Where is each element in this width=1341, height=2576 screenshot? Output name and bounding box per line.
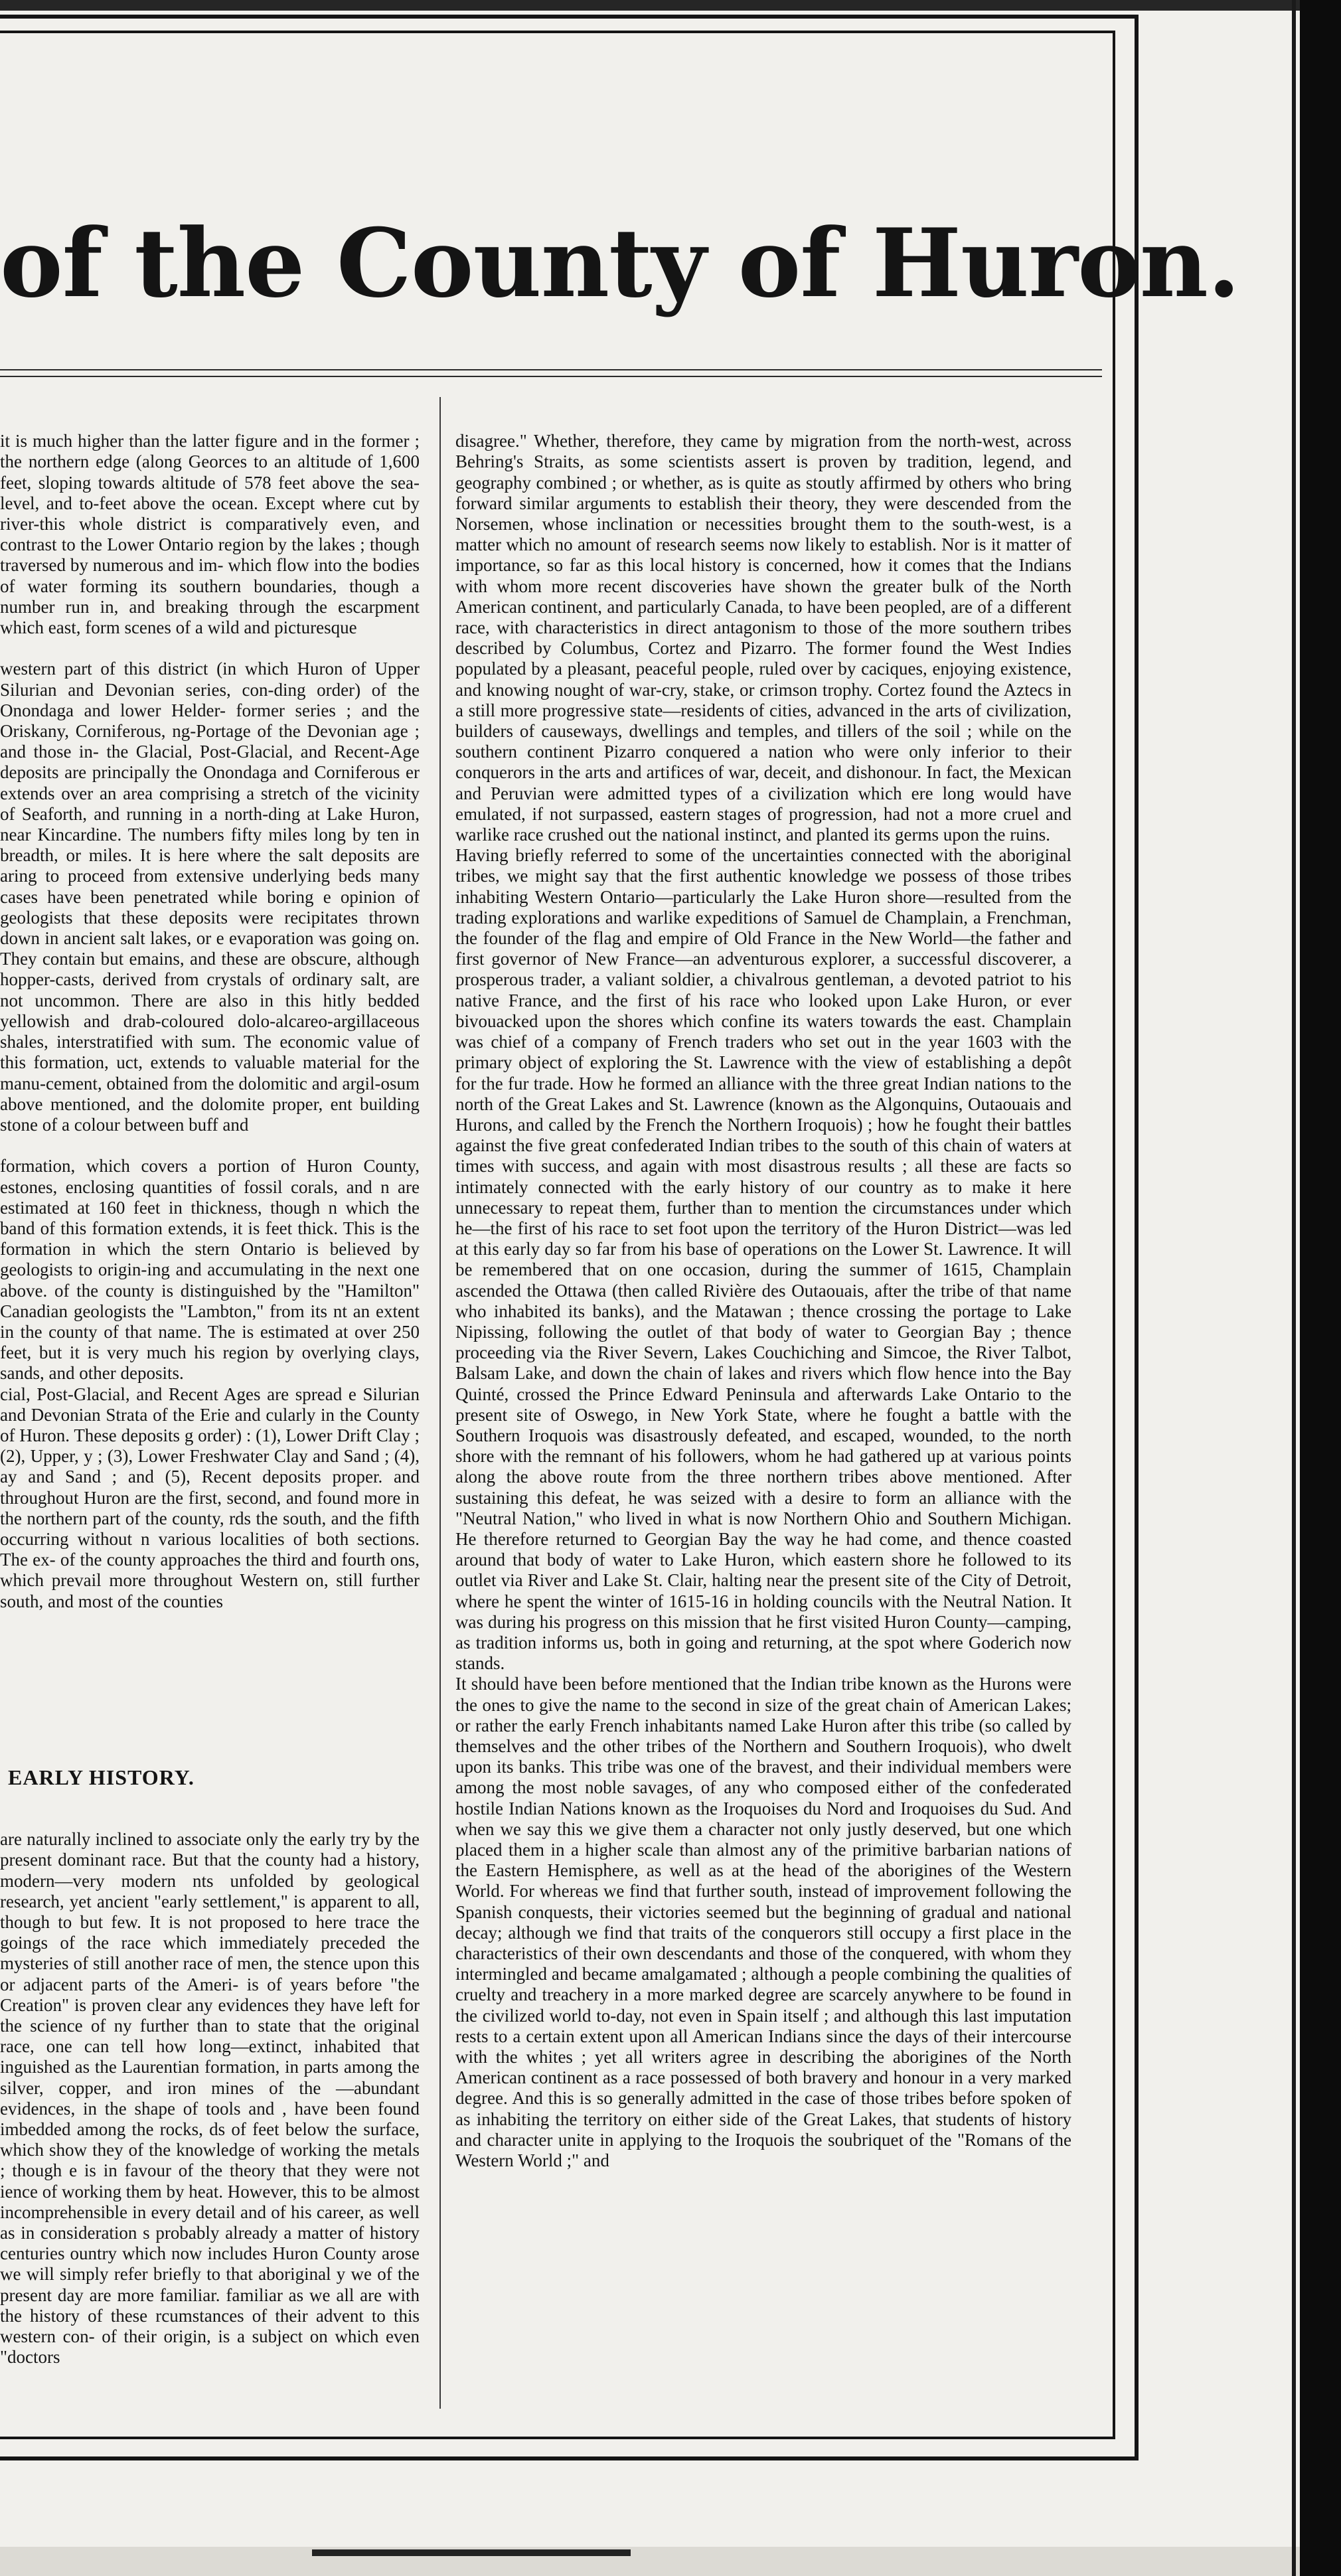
page-edge-line <box>1292 0 1296 2576</box>
bottom-edge <box>0 2547 1300 2576</box>
right-column <box>455 410 1071 2392</box>
left-column-lower <box>0 1809 420 2413</box>
top-edge <box>0 0 1300 11</box>
bottom-marks <box>312 2549 631 2556</box>
column-divider <box>439 397 441 2409</box>
section-title-early-history: EARLY HISTORY. <box>7 1764 200 1791</box>
heading-rule-bottom <box>0 376 1102 377</box>
right-column-text: disagree." Whether, therefore, they came by migration from the north-west, across Behring's Straits, as some scientists assert is proven by tradition, legend, and geography combined ; or whether, as is quite as stoutly affirmed by others who bring forward similar arguments to establish their theory, they were descended from the Norsemen, whose inclination or necessities brought them to the south-west, is a matter which no amount of research seems now likely to establish. Nor is it matter of importance, so far as this local history is concerned, how it comes that the Indians with whom more recent discoveries have shown the greater bulk of the North American continent, and particularly Canada, to have been peopled, are of a different race, with characteristics in direct antagonism to those of the more southern tribes described by Columbus, Cortez and Pizarro. The former found the West Indies populated by a pleasant, peaceful people, ruled over by caciques, enjoying existence, and knowing nought of war-cry, stake, or crimson trophy. Cortez found the Aztecs in a still more progressive state—residents of cities, advanced in the arts of civilization, builders of causeways, dwellings and temples, and tillers of the soil ; while on the southern continent Pizarro conquered a nation who were only inferior to their conquerors in the arts and artifices of war, deceit, and dishonour. In fact, the Mexican and Peruvian were admitted types of a civilization which ere long would have emulated, if not surpassed, eastern stages of progression, had not a more cruel and warlike race crushed out the national instinct, and planted its germs upon the ruins. Having briefly referred to some of the uncertainties connected with the aboriginal tribes, we might say that the first authentic knowledge we possess of those tribes inhabiting Western Ontario—particularly the Lake Huron shore—resulted from the trading explorations and warlike expeditions of Samuel de Champlain, a Frenchman, the founder of the flag and empire of Old France in the New World—the father and first governor of New France—an adventurous explorer, a successful discoverer, a prosperous trader, a valiant soldier, a chivalrous gentleman, a devoted patriot to his native France, and the first of his race who looked upon Lake Huron, or ever bivouacked upon the shores which confine its waters towards the east. Champlain was chief of a company of French traders who set out in the year 1603 with the primary object of exploring the St. Lawrence with the view of establishing a depôt for the fur trade. How he formed an alliance with the three great Indian nations to the north of the Great Lakes and St. Lawrence (known as the Algonquins, Outaouais and Hurons, and called by the French the Northern Iroquois) ; how he fought their battles against the five great confederated Indian tribes to the south of this chain of waters at times with success, and again with most disastrous results ; all these are facts so intimately connected with the early history of our country as to make it here unnecessary to repeat them, further than to mention the circumstances under which he—the first of his race to set foot upon the territory of the Huron District—was led at this early day so far from his base of operations on the Lower St. Lawrence. It will be remembered that on one occasion, during the summer of 1615, Champlain ascended the Ottawa (then called Rivière des Outaouais, after the tribe of that name who inhabited its banks), and the Matawan ; thence crossing the portage to Lake Nipissing, following the outlet of that body of water to Georgian Bay ; thence proceeding via the River Severn, Lakes Couchiching and Simcoe, the River Talbot, Balsam Lake, and down the chain of lakes and rivers which flow hence into the Bay Quinté, crossed the Prince Edward Peninsula and afterwards Lake Ontario to the present site of Oswego, in New York State, where he fought a battle with the Southern Iroquois was disastrously defeated, and escaped, wounded, to the north shore with the remnant of his followers, whom he had gathered up at various points along the above route from the three northern tribes above mentioned. After sustaining this defeat, he was seized with a desire to form an alliance with the "Neutral Nation," who lived in what is now Northern Ohio and Southern Michigan. He therefore returned to Georgian Bay the way he had come, and thence coasted around that body of water to Lake Huron, which eastern shore he followed to its outlet via River and Lake St. Clair, halting near the present site of the City of Detroit, where he spent the winter of 1615-16 in holding councils with the Neutral Nation. It was during his progress on this mission that he first visited Huron County—camping, as tradition informs us, both in going and returning, at the spot where Goderich now stands. It should have been before mentioned that the Indian tribe known as the Hurons were the ones to give the name to the second in size of the great chain of American Lakes; or rather the early French inhabitants named Lake Huron after this tribe (so called by themselves and the other tribes of the Northern and Southern Iroquois), who dwelt upon its banks. This tribe was one of the bravest, and their individual members were among the most noble savages, of any who composed either of the confederated hostile Indian Nations known as the Iroquoises du Nord and Iroquoises du Sud. And when we say this we give them a character not only justly deserved, but one which placed them in a higher scale than almost any of the primitive barbarian nations of the Eastern Hemisphere, as well as at the head of the aborigines of the Western World. For whereas we find that further south, instead of improvement following the Spanish conquests, their victories seemed but the beginning of gradual and national decay; although we find that traits of the conquerors still occupy a first place in the characteristics of their own descendants and those of the conquered, with whom they intermingled and became amalgamated ; although a people combining the qualities of cruelty and treachery in a more marked degree are scarcely anywhere to be found in the civilized world to-day, not even in Spain itself ; and although this last imputation rests to a certain extent upon all American Indians since the days of their intercourse with the whites ; yet all writers agree in describing the aborigines of the North American continent as a race possessed of both bravery and honour in a very marked degree. And this is so generally admitted in the case of those tribes before spoken of as inhabiting the territory on either side of the Great Lakes, that students of history and character unite in applying to the Iroquois the soubriquet of the "Romans of the Western World ;" and <box>455 431 1071 2171</box>
heading-rule-top <box>0 369 1102 370</box>
left-column-text-1: it is much higher than the latter figure and in the former ; the northern edge (along Georces to an altitude of 1,600 feet, sloping towards altitude of 578 feet above the sea-level, and to-feet above the ocean. Except where cut by river-this whole district is comparatively even, and contrast to the Lower Ontario region by the lakes ; though traversed by numerous and im- which flow into the bodies of water forming its southern boundaries, though a number run in, and breaking through the escarpment which east, form scenes of a wild and picturesque western part of this district (in which Huron of Upper Silurian and Devonian series, con-ding order) of the Onondaga and lower Helder- former series ; and the Oriskany, Corniferous, ng-Portage of the Devonian age ; and those in- the Glacial, Post-Glacial, and Recent-Age deposits are principally the Onondaga and Corniferous er extends over an area comprising a stretch of the vicinity of Seaforth, and running in a north-ding at Lake Huron, near Kincardine. The numbers fifty miles long by ten in breadth, or miles. It is here where the salt deposits are aring to proceed from extensive underlying beds many cases have been penetrated while boring e opinion of geologists that these deposits were recipitates thrown down in ancient salt lakes, or e evaporation was going on. They contain but emains, and these are obscure, although hopper-casts, derived from crystals of ordinary salt, are not uncommon. There are also in this hitly bedded yellowish and drab-coloured dolo-alcareo-argillaceous shales, interstratified with sum. The economic value of this formation, uct, extends to valuable material for the manu-cement, obtained from the dolomitic and argil-osum above mentioned, and the dolomite proper, ent building stone of a colour between buff and formation, which covers a portion of Huron County, estones, enclosing quantities of fossil corals, and n are estimated at 160 feet in thickness, though n which the band of this formation extends, it is feet thick. This is the formation in which the stern Ontario is believed by geologists to origin-ing and accumulating in the next one above. of the county is distinguished by the "Hamilton" Canadian geologists the "Lambton," from its nt an extent in the county of that name. The is estimated at over 250 feet, but it is very much his region by overlying clays, sands, and other deposits. cial, Post-Glacial, and Recent Ages are spread e Silurian and Devonian Strata of the Erie and cularly in the County of Huron. These deposits g order) : (1), Lower Drift Clay ; (2), Upper, y ; (3), Lower Freshwater Clay and Sand ; (4), ay and Sand ; and (5), Recent deposits proper. and throughout Huron are the first, second, and found more in the northern part of the county, rds the south, and the fifth occurring without n various localities of both sections. The ex- of the county approaches the third and fourth ons, which prevail more throughout Western on, still further south, and most of the counties <box>0 431 420 1611</box>
scan-edge <box>1300 0 1341 2576</box>
left-column-text-2: are naturally inclined to associate only the early try by the present dominant race. But that the county had a history, modern—very modern nts unfolded by geological research, yet ancient "early settlement," is apparent to all, though to but few. It is not proposed to here trace the goings of the race which immediately preceded the mysteries of still another race of men, the stence upon this or adjacent parts of the Ameri- is of years before "the Creation" is proven clear any evidences they have left for the science of ny further than to state that the original race, one can tell how long—extinct, inhabited that inguished as the Laurentian formation, in parts among the silver, copper, and iron mines of the —abundant evidences, in the shape of tools and , have been found imbedded among the rocks, ds of feet below the surface, which show they of the knowledge of working the metals ; though e is in favour of the theory that they were not ience of working them by heat. However, this to be almost incomprehensible in every detail and of his career, as well as in consideration s probably already a matter of history centuries ountry which now includes Huron County arose we will simply refer briefly to that aboriginal y we of the present day are more familiar. familiar as we all are with the history of these rcumstances of their advent to this western con- of their origin, is a subject on which even "doctors <box>0 1829 420 2368</box>
page-heading: of the County of Huron. <box>0 208 1240 319</box>
